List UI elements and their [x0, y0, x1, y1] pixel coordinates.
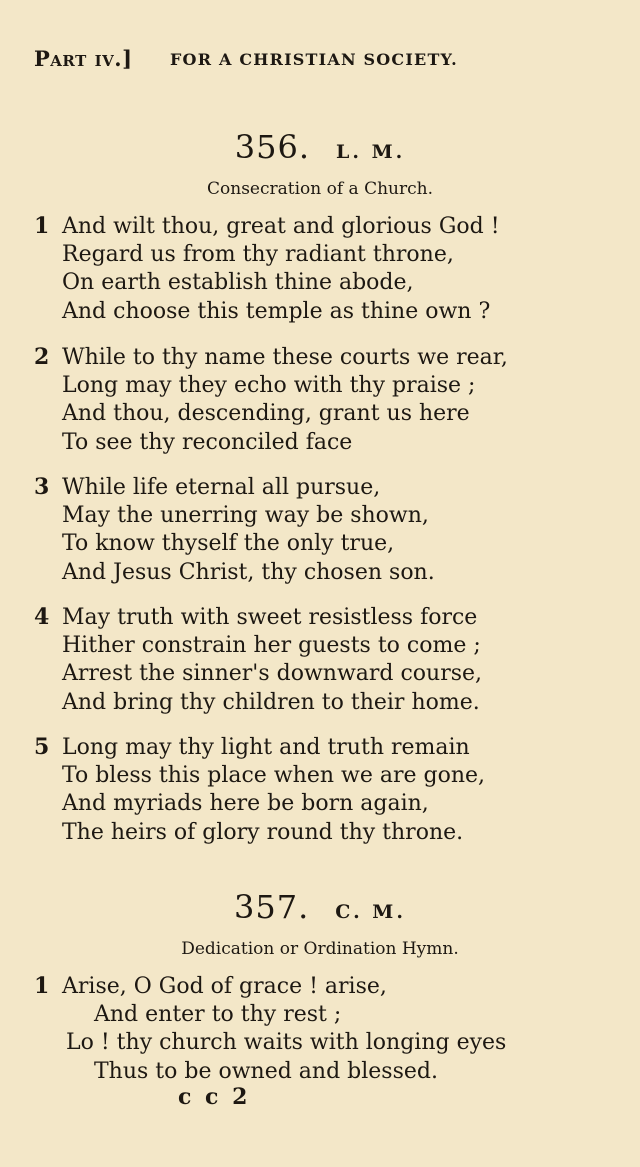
verse-line	[34, 1001, 506, 1030]
verse-text: May truth with sweet resistless force	[62, 605, 478, 630]
verse-text: Thus to be owned and blessed.	[94, 1058, 438, 1084]
running-head	[34, 46, 610, 71]
stanza-number: 1	[34, 973, 50, 999]
verse-text: And enter to thy rest ;	[94, 1001, 342, 1027]
verse-text: On earth establish thine abode,	[62, 270, 414, 295]
verse-line	[34, 429, 508, 458]
verse-line	[34, 762, 485, 791]
hymn-357-heading	[0, 888, 640, 926]
verse-text: Arise, O God of grace ! arise,	[62, 974, 387, 999]
stanza	[34, 473, 435, 587]
stanza	[34, 603, 482, 717]
verse-line	[34, 632, 482, 661]
stanza-number: 4	[34, 604, 50, 630]
running-title: FOR A CHRISTIAN SOCIETY.	[170, 50, 458, 69]
verse-line	[34, 343, 508, 372]
verse-line	[34, 241, 500, 270]
verse-line	[34, 972, 506, 1001]
verse-line	[34, 733, 485, 762]
verse-line	[34, 559, 435, 588]
verse-text: Regard us from thy radiant throne,	[62, 241, 454, 267]
verse-line	[34, 502, 435, 531]
verse-line	[34, 819, 485, 848]
stanza	[34, 212, 500, 326]
verse-text: To know thyself the only true,	[62, 531, 395, 556]
verse-line	[34, 1029, 506, 1058]
verse-text: Arrest the sinner's downward course,	[62, 661, 483, 686]
stanza-number: 2	[34, 344, 50, 370]
verse-text: While life eternal all pursue,	[62, 475, 381, 500]
verse-text: While to thy name these courts we rear,	[62, 345, 508, 370]
verse-text: To see thy reconciled face	[62, 429, 353, 455]
verse-line	[34, 603, 482, 632]
verse-line	[34, 269, 500, 298]
verse-text: The heirs of glory round thy throne.	[62, 819, 464, 845]
verse-text: And wilt thou, great and glorious God !	[62, 214, 500, 239]
verse-text: To bless this place when we are gone,	[62, 762, 485, 788]
verse-text: And myriads here be born again,	[62, 791, 429, 816]
stanza-number: 1	[34, 213, 50, 239]
hymn-356-subtitle: Consecration of a Church.	[207, 179, 433, 199]
verse-text: And bring thy children to their home.	[62, 689, 480, 715]
verse-text: Long may they echo with thy praise ;	[62, 372, 476, 398]
hymn-meter: C. M.	[335, 901, 406, 923]
verse-text: And Jesus Christ, thy chosen son.	[62, 559, 435, 585]
stanza-number: 3	[34, 474, 50, 500]
verse-text: Hither constrain her guests to come ;	[62, 632, 481, 658]
verse-line	[34, 530, 435, 559]
verse-line	[34, 790, 485, 819]
stanza	[34, 343, 508, 457]
verse-line	[34, 372, 508, 401]
verse-text: May the unerring way be shown,	[62, 502, 429, 528]
stanza-number: 5	[34, 734, 50, 760]
hymn-356-heading	[0, 128, 640, 166]
verse-text: Lo ! thy church waits with longing eyes	[66, 1030, 507, 1055]
stanza	[34, 733, 485, 847]
hymn-meter: L. M.	[336, 141, 406, 163]
hymn-number: 357.	[234, 888, 310, 926]
verse-line	[34, 400, 508, 429]
hymn-357-subtitle: Dedication or Ordination Hymn.	[181, 939, 459, 959]
hymn-number: 356.	[234, 128, 310, 166]
verse-text: Long may thy light and truth remain	[62, 735, 470, 760]
verse-text: And thou, descending, grant us here	[62, 401, 470, 426]
verse-line	[34, 212, 500, 241]
part-label: Part iv.]	[34, 46, 133, 71]
verse-text: And choose this temple as thine own ?	[62, 298, 491, 324]
verse-line	[34, 1058, 506, 1087]
stanza	[34, 972, 506, 1086]
verse-line	[34, 473, 435, 502]
printer-signature: c c 2	[178, 1084, 251, 1110]
verse-line	[34, 660, 482, 689]
verse-line	[34, 689, 482, 718]
verse-line	[34, 298, 500, 327]
